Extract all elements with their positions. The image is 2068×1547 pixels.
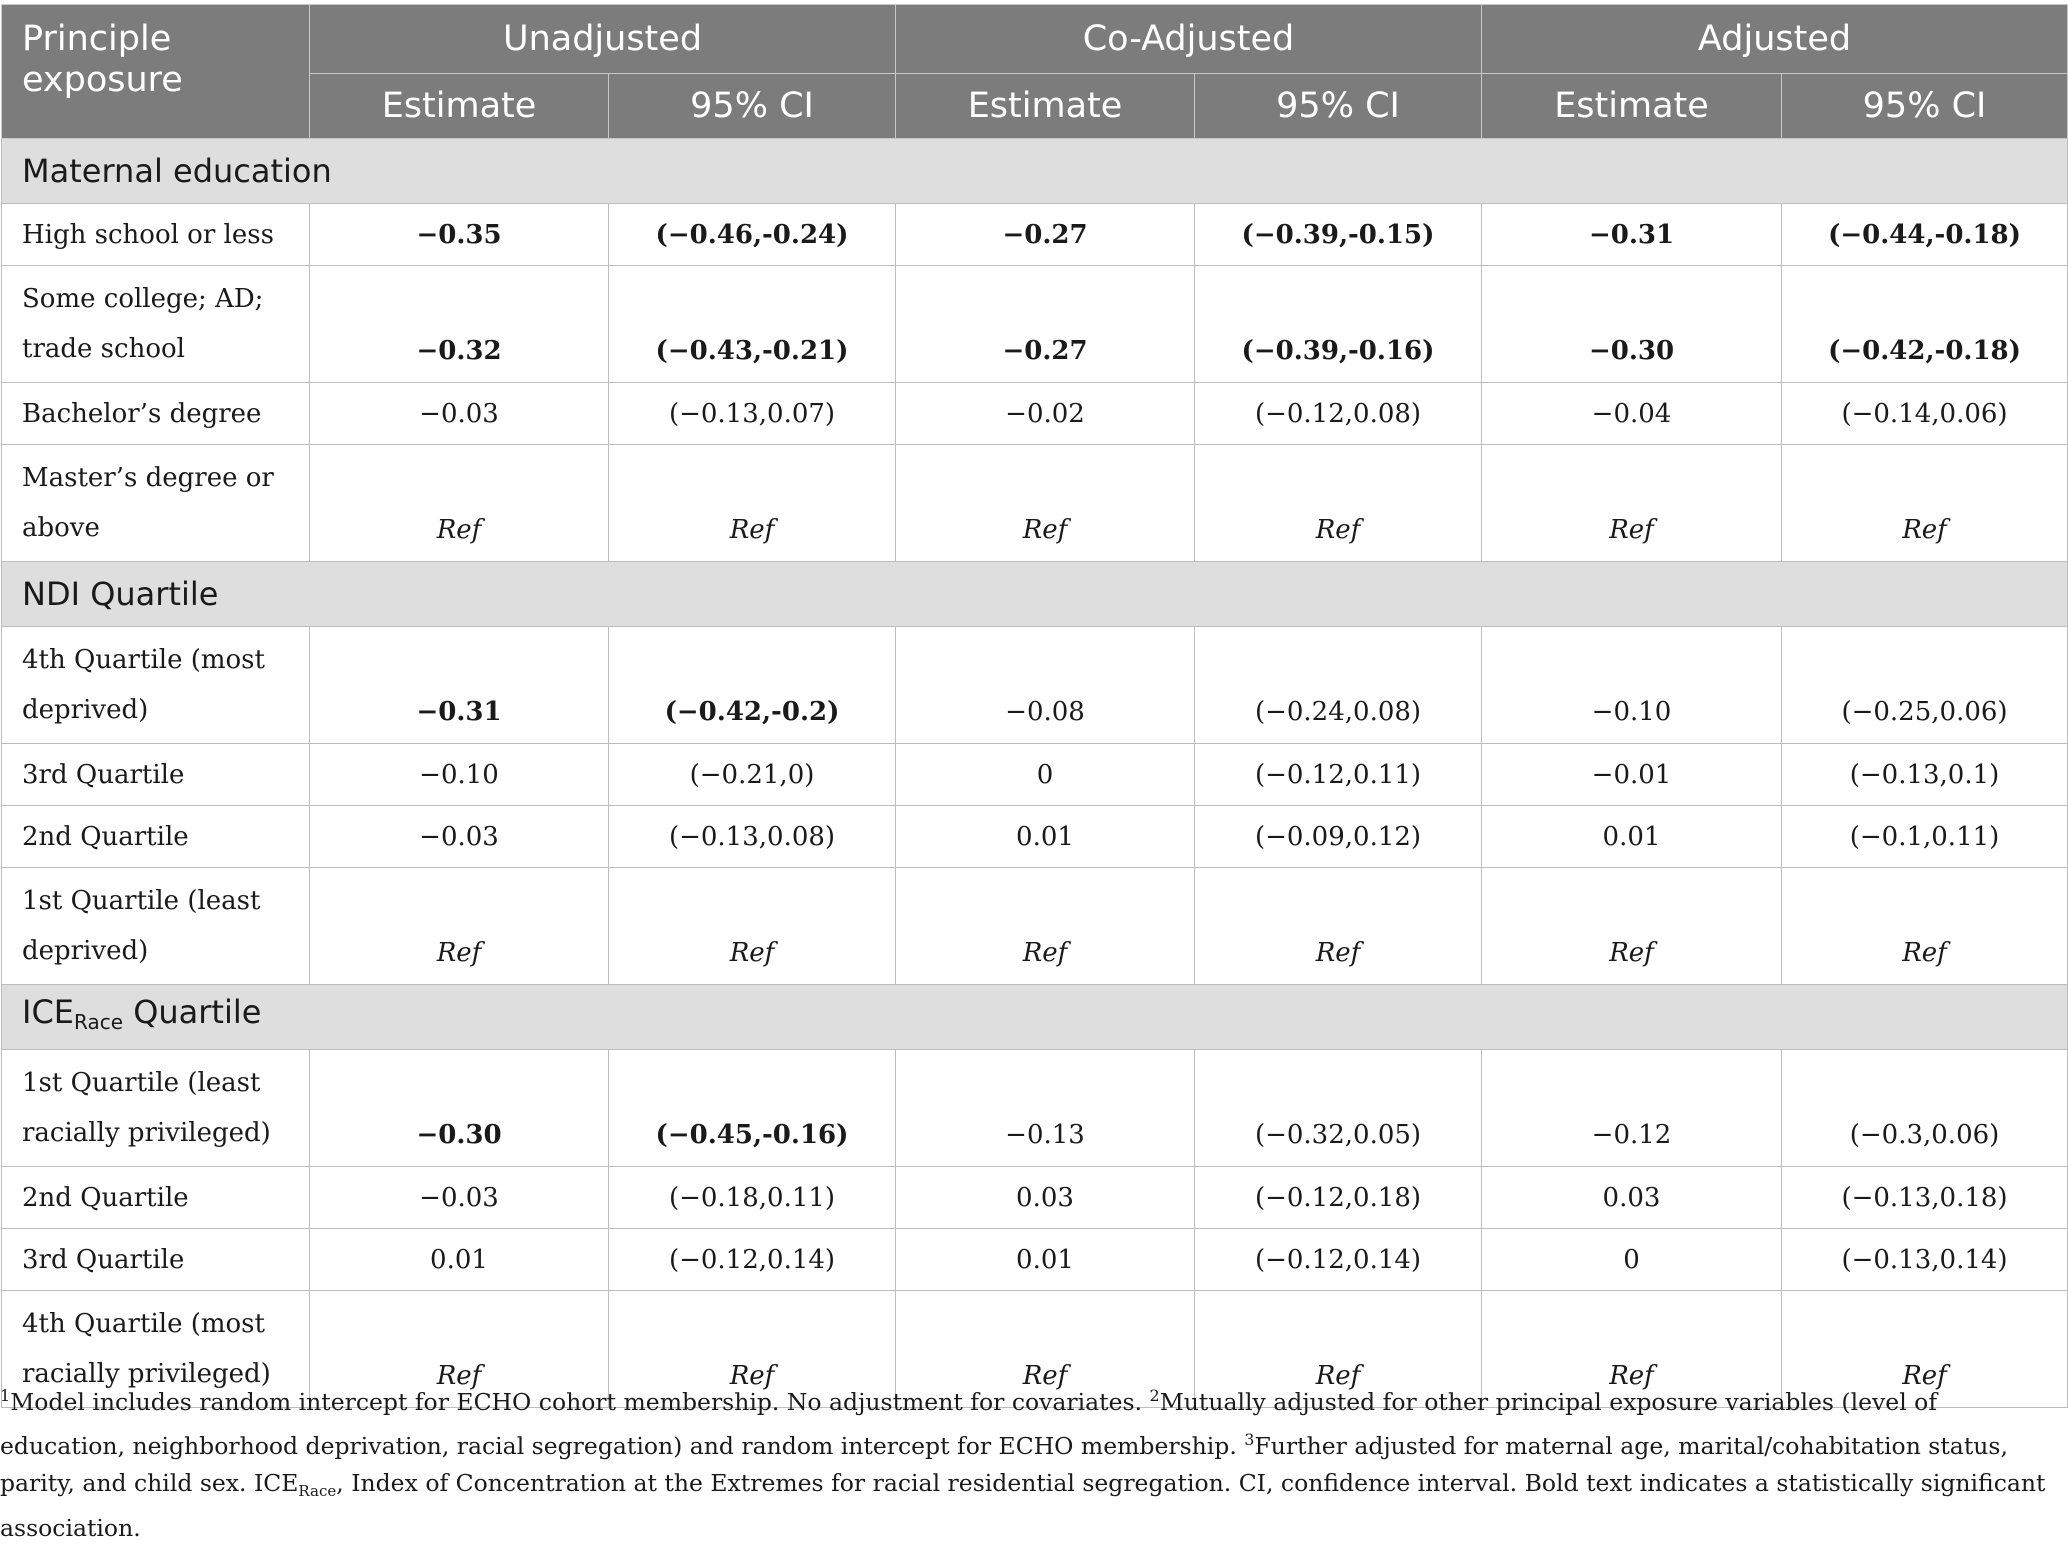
row-label: 3rd Quartile	[2, 1229, 310, 1291]
section-title	[2, 985, 2068, 1050]
row-label: 2nd Quartile	[2, 1167, 310, 1229]
footnote-text: Further adjusted for maternal age, marital/cohabitation status, parity, and child sex. ICE	[0, 1432, 2008, 1497]
principle-exposure-header: Principle exposure	[2, 5, 310, 139]
estimate-cell: 0	[1482, 1229, 1782, 1291]
ci-cell: (−0.12,0.08)	[1195, 383, 1482, 445]
ci-cell: (−0.44,-0.18)	[1782, 204, 2068, 266]
ref-cell: Ref	[609, 1291, 896, 1408]
table-body	[2, 139, 2068, 1408]
table-header	[2, 5, 2068, 139]
footnote-text: Model includes random intercept for ECHO cohort membership. No adjustment for covariates.	[10, 1388, 1150, 1416]
ci-cell: (−0.1,0.11)	[1782, 806, 2068, 868]
row-label: Master’s degree or above	[2, 445, 310, 562]
ci-cell: (−0.13,0.07)	[609, 383, 896, 445]
estimate-cell: −0.30	[310, 1050, 609, 1167]
unadjusted-header: Unadjusted	[310, 5, 896, 74]
ref-cell: Ref	[1782, 1291, 2068, 1408]
ci-cell: (−0.12,0.14)	[609, 1229, 896, 1291]
row-label: 2nd Quartile	[2, 806, 310, 868]
ref-cell: Ref	[1482, 868, 1782, 985]
ci-cell: (−0.39,-0.15)	[1195, 204, 1482, 266]
ref-cell: Ref	[896, 445, 1195, 562]
ref-cell: Ref	[1195, 1291, 1482, 1408]
ci-cell: (−0.12,0.18)	[1195, 1167, 1482, 1229]
ci-cell: (−0.39,-0.16)	[1195, 266, 1482, 383]
table-row	[2, 868, 2068, 985]
ci-header: 95% CI	[1195, 74, 1482, 139]
table-row	[2, 1167, 2068, 1229]
estimate-cell: −0.13	[896, 1050, 1195, 1167]
ref-cell: Ref	[609, 445, 896, 562]
footnote-marker: 3	[1244, 1430, 1255, 1449]
ref-cell: Ref	[1195, 868, 1482, 985]
ci-cell: (−0.12,0.11)	[1195, 744, 1482, 806]
ci-cell: (−0.13,0.18)	[1782, 1167, 2068, 1229]
footnote-text: Mutually adjusted for other principal exposure variables (level of education, neighborhood deprivation, racial segregation) and random intercept for ECHO membership.	[0, 1388, 1938, 1460]
ref-cell: Ref	[310, 445, 609, 562]
ci-cell: (−0.24,0.08)	[1195, 627, 1482, 744]
estimate-header: Estimate	[1482, 74, 1782, 139]
ci-cell: (−0.42,-0.18)	[1782, 266, 2068, 383]
table-row	[2, 744, 2068, 806]
footnote-marker: 1	[0, 1386, 11, 1405]
section-title-main: ICE	[22, 993, 74, 1031]
ci-cell: (−0.21,0)	[609, 744, 896, 806]
ci-cell: (−0.14,0.06)	[1782, 383, 2068, 445]
estimate-header: Estimate	[310, 74, 609, 139]
ci-cell: (−0.25,0.06)	[1782, 627, 2068, 744]
row-label: 4th Quartile (most racially privileged)	[2, 1291, 310, 1408]
ci-cell: (−0.46,-0.24)	[609, 204, 896, 266]
footnote-marker: 2	[1149, 1386, 1160, 1405]
results-table	[1, 4, 2068, 1408]
estimate-cell: −0.27	[896, 266, 1195, 383]
ref-cell: Ref	[896, 868, 1195, 985]
ref-cell: Ref	[1195, 445, 1482, 562]
ref-cell: Ref	[1482, 1291, 1782, 1408]
section-title: NDI Quartile	[2, 562, 2068, 627]
footnote-subscript: Race	[298, 1482, 337, 1500]
estimate-cell: 0.03	[1482, 1167, 1782, 1229]
ci-header: 95% CI	[1782, 74, 2068, 139]
estimate-cell: −0.12	[1482, 1050, 1782, 1167]
table-row	[2, 1229, 2068, 1291]
estimate-cell: −0.01	[1482, 744, 1782, 806]
estimate-cell: −0.03	[310, 1167, 609, 1229]
table-row	[2, 806, 2068, 868]
estimate-cell: −0.35	[310, 204, 609, 266]
ref-cell: Ref	[310, 868, 609, 985]
estimate-cell: −0.31	[310, 627, 609, 744]
table-row	[2, 204, 2068, 266]
estimate-cell: −0.04	[1482, 383, 1782, 445]
ci-cell: (−0.13,0.08)	[609, 806, 896, 868]
co-adjusted-header: Co-Adjusted	[896, 5, 1482, 74]
ref-cell: Ref	[609, 868, 896, 985]
estimate-cell: −0.03	[310, 806, 609, 868]
estimate-cell: 0.01	[310, 1229, 609, 1291]
section-title-subscript: Race	[74, 1010, 124, 1034]
estimate-cell: −0.08	[896, 627, 1195, 744]
ci-cell: (−0.42,-0.2)	[609, 627, 896, 744]
ci-cell: (−0.32,0.05)	[1195, 1050, 1482, 1167]
ref-cell: Ref	[1782, 868, 2068, 985]
table-row	[2, 445, 2068, 562]
row-label: 3rd Quartile	[2, 744, 310, 806]
table-row	[2, 383, 2068, 445]
estimate-cell: −0.32	[310, 266, 609, 383]
ci-cell: (−0.13,0.14)	[1782, 1229, 2068, 1291]
estimate-cell: −0.02	[896, 383, 1195, 445]
estimate-cell: −0.31	[1482, 204, 1782, 266]
table-row	[2, 266, 2068, 383]
ref-cell: Ref	[1482, 445, 1782, 562]
ci-cell: (−0.12,0.14)	[1195, 1229, 1482, 1291]
estimate-header: Estimate	[896, 74, 1195, 139]
estimate-cell: 0.01	[1482, 806, 1782, 868]
row-label: Bachelor’s degree	[2, 383, 310, 445]
estimate-cell: −0.03	[310, 383, 609, 445]
table-footnote	[0, 1377, 2050, 1547]
estimate-cell: −0.10	[1482, 627, 1782, 744]
estimate-cell: −0.30	[1482, 266, 1782, 383]
estimate-cell: −0.10	[310, 744, 609, 806]
table-row	[2, 1050, 2068, 1167]
row-label: 4th Quartile (most deprived)	[2, 627, 310, 744]
ci-cell: (−0.45,-0.16)	[609, 1050, 896, 1167]
estimate-cell: 0	[896, 744, 1195, 806]
estimate-cell: 0.03	[896, 1167, 1195, 1229]
ci-cell: (−0.18,0.11)	[609, 1167, 896, 1229]
adjusted-header: Adjusted	[1482, 5, 2068, 74]
ref-cell: Ref	[1782, 445, 2068, 562]
table-row	[2, 627, 2068, 744]
estimate-cell: 0.01	[896, 806, 1195, 868]
row-label: Some college; AD; trade school	[2, 266, 310, 383]
ci-cell: (−0.3,0.06)	[1782, 1050, 2068, 1167]
estimate-cell: −0.27	[896, 204, 1195, 266]
row-label: 1st Quartile (least racially privileged)	[2, 1050, 310, 1167]
ci-cell: (−0.13,0.1)	[1782, 744, 2068, 806]
ci-cell: (−0.43,-0.21)	[609, 266, 896, 383]
row-label: High school or less	[2, 204, 310, 266]
ci-cell: (−0.09,0.12)	[1195, 806, 1482, 868]
ref-cell: Ref	[896, 1291, 1195, 1408]
row-label: 1st Quartile (least deprived)	[2, 868, 310, 985]
footnote-text: , Index of Concentration at the Extremes for racial residential segregation. CI, confidence interval. Bold text indicates a statistically significant association.	[0, 1469, 2046, 1542]
estimate-cell: 0.01	[896, 1229, 1195, 1291]
ref-cell: Ref	[310, 1291, 609, 1408]
ci-header: 95% CI	[609, 74, 896, 139]
section-title-rest: Quartile	[123, 993, 262, 1031]
section-title: Maternal education	[2, 139, 2068, 204]
